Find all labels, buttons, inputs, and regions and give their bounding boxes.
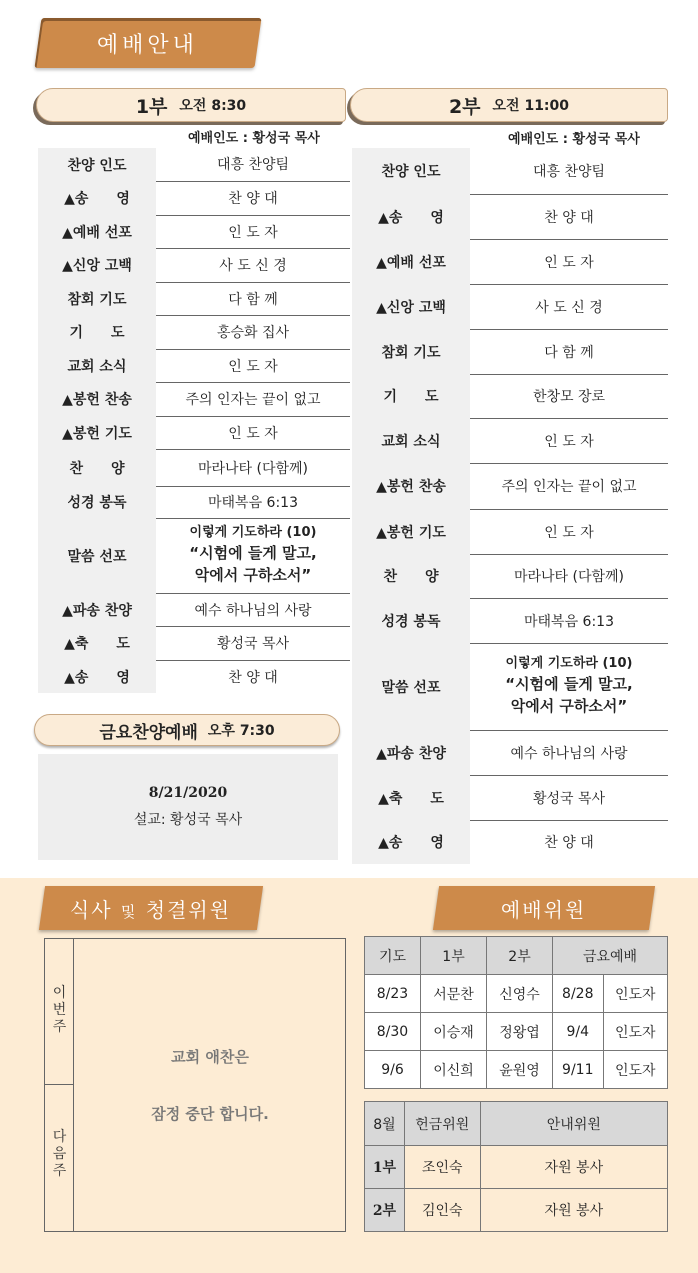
- order-value: 주의 인자는 끝이 없고: [470, 463, 668, 509]
- sermon-title: 이렇게 기도하라 (10) “시험에 들게 말고, 악에서 구하소서”: [189, 525, 317, 584]
- order-label: 참회 기도: [38, 282, 156, 315]
- friday-service-box: [38, 754, 338, 860]
- order-row: [38, 282, 350, 315]
- order-label: ▲파송 찬양: [352, 730, 470, 775]
- duty-cell: 서문찬: [421, 975, 487, 1013]
- order-row: [352, 284, 668, 329]
- order-value: [156, 518, 350, 593]
- order-row: [38, 449, 350, 486]
- order-label: ▲예배 선포: [38, 215, 156, 248]
- order-label: 찬양 인도: [352, 148, 470, 194]
- section-tab-worship-guide: 예배안내: [34, 18, 261, 68]
- order-row: [38, 626, 350, 660]
- duty-cell: 이신희: [421, 1051, 487, 1089]
- duty-cell: 인도자: [603, 1013, 667, 1051]
- order-label: 말씀 선포: [352, 643, 470, 730]
- order-row: [352, 509, 668, 554]
- duty-row: [365, 975, 668, 1013]
- duty-cell: 9/11: [553, 1051, 604, 1089]
- meal-tab-label-a: 식사: [70, 897, 114, 922]
- order-row: [352, 730, 668, 775]
- order-value: 사 도 신 경: [156, 248, 350, 282]
- order-value: 찬 양 대: [228, 669, 278, 686]
- usher-cell: 2부: [365, 1189, 405, 1232]
- order-label: ▲예배 선포: [352, 239, 470, 284]
- order-value: 인 도 자: [470, 509, 668, 554]
- order-label: ▲신앙 고백: [38, 248, 156, 282]
- duty-cell: 윤원영: [487, 1051, 553, 1089]
- order-value: 인 도 자: [156, 349, 350, 382]
- order-label: ▲송 영: [352, 194, 470, 239]
- first-service-title: 1부: [135, 95, 168, 118]
- order-label: ▲봉헌 찬송: [352, 463, 470, 509]
- usher-header-cell: 안내위원: [480, 1102, 667, 1146]
- duty-cell: 8/28: [553, 975, 604, 1013]
- order-label: ▲봉헌 기도: [352, 509, 470, 554]
- order-row: [38, 315, 350, 349]
- meal-tab-label-c: 청결위원: [146, 897, 232, 922]
- duty-row: [365, 1013, 668, 1051]
- second-service-header: [350, 88, 668, 122]
- order-value: 대흥 찬양팀: [470, 148, 668, 194]
- duty-cell: 8/30: [365, 1013, 421, 1051]
- usher-row: [365, 1189, 668, 1232]
- order-label: ▲봉헌 기도: [38, 416, 156, 449]
- order-label: ▲파송 찬양: [38, 593, 156, 626]
- order-value: 예수 하나님의 사랑: [470, 730, 668, 775]
- order-label: ▲송 영: [38, 181, 156, 215]
- first-service-order: [38, 148, 350, 693]
- usher-header-cell: 헌금위원: [404, 1102, 480, 1146]
- order-row: [352, 820, 668, 864]
- order-value: 찬 양 대: [544, 835, 594, 852]
- section-tab-duty: [433, 886, 655, 930]
- next-week-label: 다 음 주: [52, 1129, 67, 1179]
- order-label: 기 도: [352, 374, 470, 418]
- usher-cell: 조인숙: [404, 1146, 480, 1189]
- order-label: 찬양 인도: [38, 148, 156, 181]
- order-row: [352, 374, 668, 418]
- order-row: [38, 148, 350, 181]
- order-row: [352, 418, 668, 463]
- order-row: [38, 660, 350, 693]
- order-row: [352, 148, 668, 194]
- order-row: [352, 463, 668, 509]
- order-row: [38, 382, 350, 416]
- order-label: ▲축 도: [38, 626, 156, 660]
- usher-cell: 1부: [365, 1146, 405, 1189]
- friday-service-title: 금요찬양예배: [99, 722, 198, 743]
- order-value: 한창모 장로: [470, 374, 668, 418]
- duty-header-cell: 2부: [487, 937, 553, 975]
- order-value: 주의 인자는 끝이 없고: [156, 382, 350, 416]
- order-value: 찬 양 대: [156, 181, 350, 215]
- order-value: 마태복음 6:13: [156, 486, 350, 518]
- friday-date: 8/21/2020: [148, 785, 228, 801]
- friday-service-header: [34, 714, 340, 746]
- duty-cell: 신영수: [487, 975, 553, 1013]
- order-value: 예수 하나님의 사랑: [156, 593, 350, 626]
- order-row: [38, 486, 350, 518]
- order-label: 교회 소식: [38, 349, 156, 382]
- usher-header-cell: 8월: [365, 1102, 405, 1146]
- duty-cell: 인도자: [603, 975, 667, 1013]
- order-label: 찬 양: [38, 449, 156, 486]
- order-value: 마태복음 6:13: [470, 598, 668, 643]
- order-label: ▲축 도: [352, 775, 470, 820]
- order-row: [38, 518, 350, 593]
- first-service-leader: 예배인도 : 황성국 목사: [188, 131, 320, 146]
- usher-table: [364, 1101, 668, 1232]
- order-value: 사 도 신 경: [470, 284, 668, 329]
- duty-cell: 9/6: [365, 1051, 421, 1089]
- order-value: 황성국 목사: [156, 626, 350, 660]
- order-label: 성경 봉독: [38, 486, 156, 518]
- duty-tab-label: 예배위원: [501, 897, 587, 922]
- order-label: ▲송 영: [352, 820, 470, 864]
- meal-box: [44, 938, 346, 1232]
- order-row: [352, 598, 668, 643]
- order-label: 성경 봉독: [352, 598, 470, 643]
- duty-header-cell: 기도: [365, 937, 421, 975]
- order-row: [38, 593, 350, 626]
- order-row: [352, 329, 668, 374]
- order-row: [38, 181, 350, 215]
- week-divider: [45, 1084, 74, 1085]
- order-row: [352, 239, 668, 284]
- duty-header-cell: 1부: [421, 937, 487, 975]
- order-label: 찬 양: [352, 554, 470, 598]
- order-value: 찬 양 대: [470, 194, 668, 239]
- order-row: [38, 416, 350, 449]
- duty-cell: 9/4: [553, 1013, 604, 1051]
- duty-cell: 이승재: [421, 1013, 487, 1051]
- order-value: 인 도 자: [470, 239, 668, 284]
- duty-header-row: [365, 937, 668, 975]
- duty-cell: 8/23: [365, 975, 421, 1013]
- order-row: [352, 643, 668, 730]
- order-row: [352, 554, 668, 598]
- order-value: [470, 643, 668, 730]
- order-label: ▲봉헌 찬송: [38, 382, 156, 416]
- second-service-order: [352, 148, 668, 864]
- usher-cell: 김인숙: [404, 1189, 480, 1232]
- order-row: [38, 349, 350, 382]
- order-row: [38, 215, 350, 248]
- order-value: 대흥 찬양팀: [156, 148, 350, 181]
- order-value: 마라나타 (다함께): [470, 554, 668, 598]
- order-value: 인 도 자: [156, 215, 350, 248]
- usher-cell: 자원 봉사: [480, 1146, 667, 1189]
- sermon-title: 이렇게 기도하라 (10) “시험에 들게 말고, 악에서 구하소서”: [505, 656, 633, 715]
- second-service-time: 오전 11:00: [492, 98, 570, 114]
- duty-table: [364, 936, 668, 1089]
- first-service-header: [36, 88, 346, 122]
- order-row: [352, 194, 668, 239]
- second-service-title: 2부: [448, 95, 481, 118]
- order-label: ▲신앙 고백: [352, 284, 470, 329]
- friday-service-time: 오후 7:30: [207, 723, 275, 739]
- this-week-label: 이 번 주: [52, 985, 67, 1035]
- meal-notice: 교회 애찬은 잠정 중단 합니다.: [151, 1048, 269, 1123]
- order-value: 인 도 자: [156, 416, 350, 449]
- order-label: ▲송 영: [38, 660, 156, 693]
- order-value: 황성국 목사: [470, 775, 668, 820]
- order-value: 홍승화 집사: [156, 315, 350, 349]
- order-row: [38, 248, 350, 282]
- order-label: 말씀 선포: [38, 518, 156, 593]
- order-value: 다 함 께: [156, 282, 350, 315]
- order-row: [352, 775, 668, 820]
- order-value: 마라나타 (다함께): [156, 449, 350, 486]
- second-service-leader: 예배인도 : 황성국 목사: [508, 132, 640, 147]
- order-value: 인 도 자: [470, 418, 668, 463]
- duty-row: [365, 1051, 668, 1089]
- order-value: 다 함 께: [470, 329, 668, 374]
- duty-cell: 인도자: [603, 1051, 667, 1089]
- friday-preacher: 설교: 황성국 목사: [133, 812, 243, 828]
- order-label: 참회 기도: [352, 329, 470, 374]
- order-label: 기 도: [38, 315, 156, 349]
- duty-cell: 정왕엽: [487, 1013, 553, 1051]
- first-service-time: 오전 8:30: [179, 98, 247, 114]
- duty-header-cell: 금요예배: [553, 937, 668, 975]
- usher-row: [365, 1146, 668, 1189]
- section-tab-meal: [39, 886, 263, 930]
- meal-tab-label-b: 및: [121, 902, 138, 921]
- order-label: 교회 소식: [352, 418, 470, 463]
- usher-cell: 자원 봉사: [480, 1189, 667, 1232]
- usher-header-row: [365, 1102, 668, 1146]
